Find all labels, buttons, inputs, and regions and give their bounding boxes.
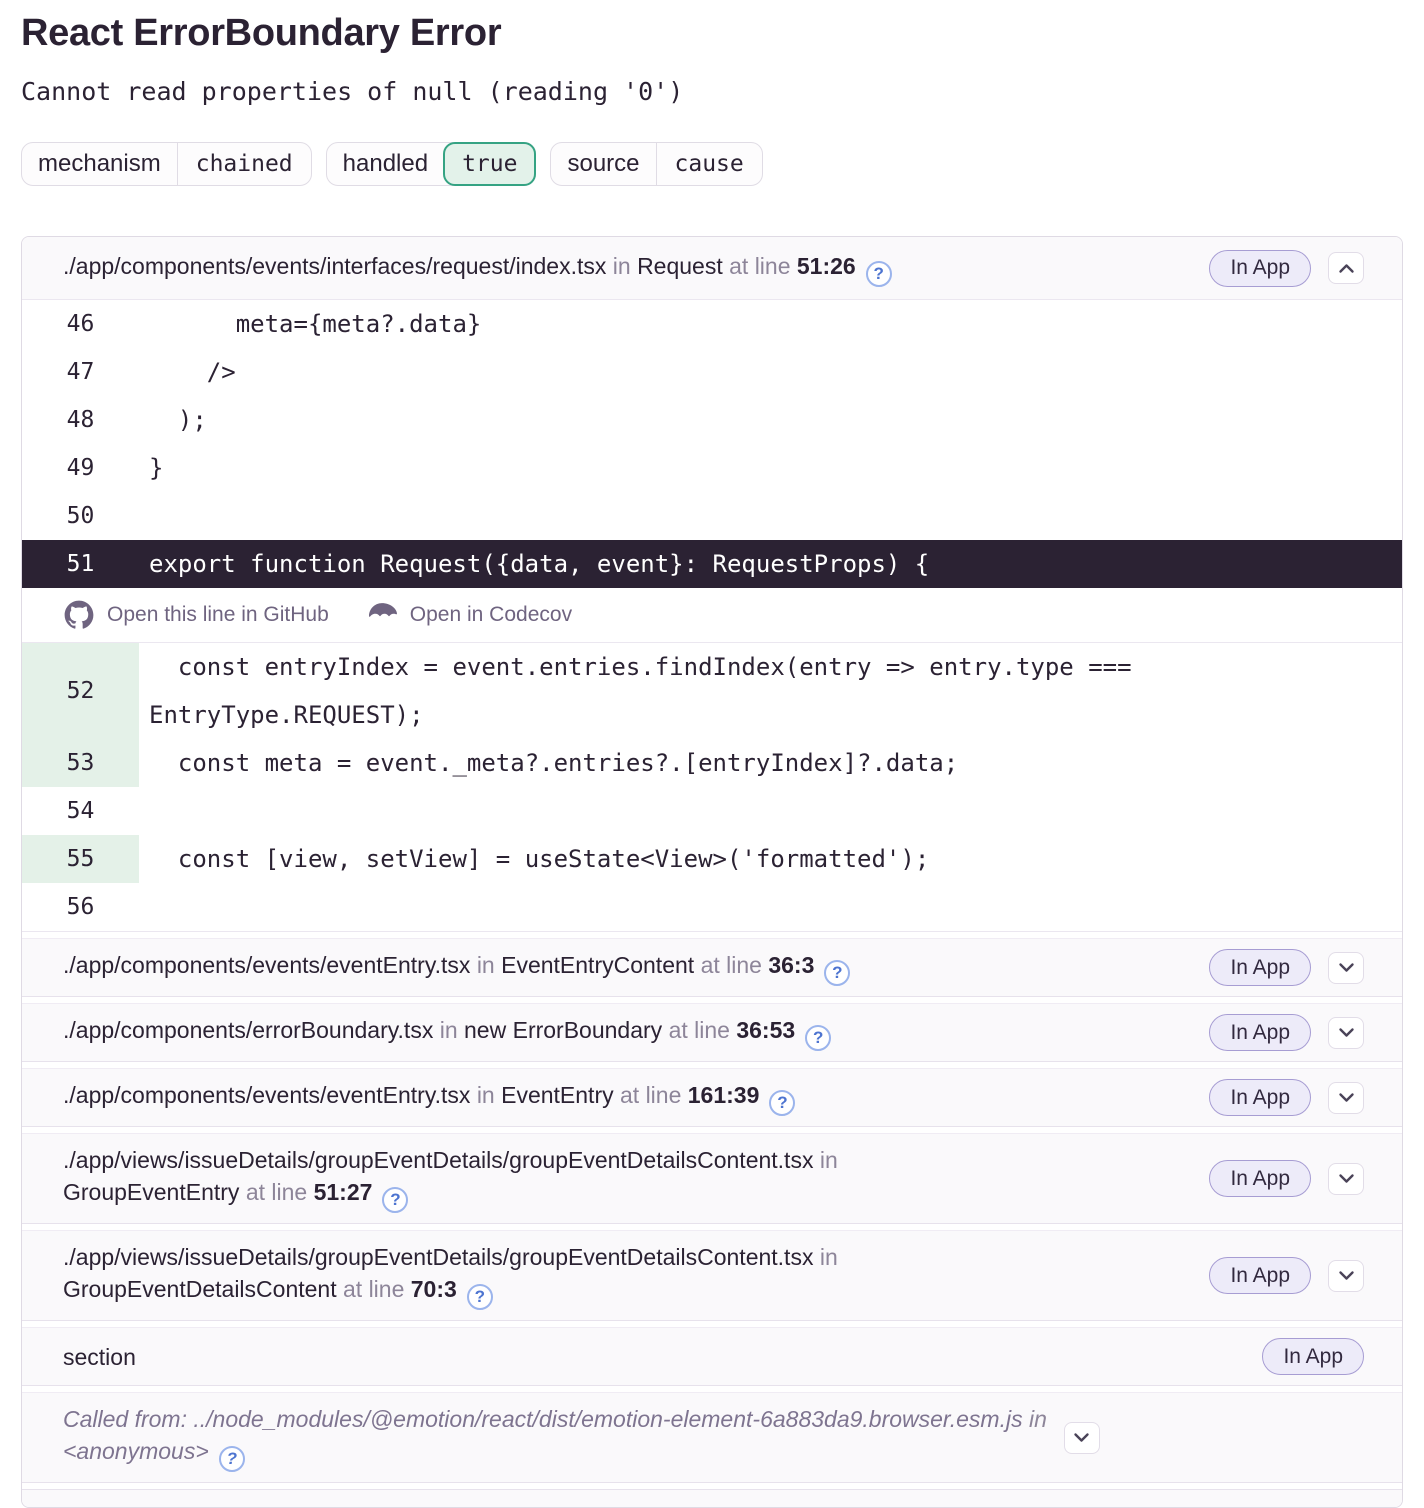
help-icon[interactable]: ? [824,960,850,986]
line-number: 54 [66,798,95,824]
open-in-codecov-link[interactable]: Open in Codecov [367,600,572,630]
frame-line-number: 51:27 [313,1179,373,1205]
in-app-badge[interactable]: In App [1209,250,1311,287]
line-number: 48 [66,407,95,433]
called-from-prefix: Called from: [63,1406,187,1432]
code-context [22,300,1402,932]
tag-list [21,142,1403,186]
code-line: 49 } [22,444,1402,492]
line-number: 46 [66,311,95,337]
frame-function: <anonymous> [63,1438,209,1464]
called-from-path: ../node_modules/@emotion/react/dist/emotion-element-6a883da9.browser.esm.js [193,1406,1023,1432]
frame-function: Request [637,252,723,279]
code-line-highlighted: 55 const [view, setView] = useState<View>('formatted'); [22,835,1402,883]
chevron-down-icon [1073,1432,1090,1443]
stack-frame-section[interactable] [22,1327,1402,1386]
frame-title-line2: GroupEventEntry at line 51:27 ? [63,1176,838,1213]
stack-frame-partial[interactable] [22,1489,1402,1507]
chevron-down-icon [1338,1027,1355,1038]
line-number: 55 [22,835,139,883]
help-icon[interactable]: ? [219,1446,245,1472]
expand-frame-button[interactable] [1328,1260,1364,1292]
chevron-up-icon [1338,263,1355,274]
in-app-badge[interactable]: In App [1209,1160,1311,1197]
frame-title [63,1241,838,1310]
help-icon[interactable]: ? [769,1090,795,1116]
chevron-down-icon [1338,962,1355,973]
frame-title-line1: ./app/views/issueDetails/groupEventDetails/groupEventDetailsContent.tsx in [63,1147,838,1173]
stack-frame[interactable] [22,938,1402,997]
called-from-line2 [63,1435,1047,1472]
chevron-down-icon [1338,1270,1355,1281]
source-link-row [22,588,1402,643]
page-title: React ErrorBoundary Error [21,12,502,54]
tag-value: chained [195,151,293,177]
frame-line-number: 161:39 [687,1082,760,1108]
code-line: 47 /> [22,348,1402,396]
frame-title: ./app/components/errorBoundary.tsx in new ErrorBoundary at line 36:53 ? [63,1014,831,1051]
code-line [22,787,1402,835]
chevron-down-icon [1338,1173,1355,1184]
in-app-badge[interactable]: In App [1262,1338,1364,1375]
frame-title: ./app/components/events/eventEntry.tsx in EventEntryContent at line 36:3 ? [63,949,850,986]
code-line: 46 meta={meta?.data} [22,300,1402,348]
help-icon[interactable]: ? [467,1284,493,1310]
line-number: 56 [66,894,95,920]
expand-frame-button[interactable] [1328,1017,1364,1049]
in-app-badge[interactable]: In App [1209,1014,1311,1051]
in-app-badge[interactable]: In App [1209,1257,1311,1294]
section-label: section [63,1343,136,1370]
frame-function: GroupEventDetailsContent [63,1276,337,1302]
code-line-highlighted: 53 const meta = event._meta?.entries?.[entryIndex]?.data; [22,739,1402,787]
tag-handled [326,142,537,186]
frame-line-number: 51:26 [796,252,856,279]
code-line-highlighted: 52 const entryIndex = event.entries.findIndex(entry => entry.type === EntryType.REQUEST); [22,643,1402,739]
frame-line-number: 36:3 [768,952,815,978]
stack-frame[interactable] [22,1003,1402,1062]
tag-key: mechanism [22,143,178,185]
expand-frame-button[interactable] [1064,1422,1100,1454]
frame-path: ./app/components/events/eventEntry.tsx [63,1082,471,1108]
code-line [22,492,1402,540]
line-number: 50 [66,503,95,529]
collapse-frame-button[interactable] [1328,252,1364,284]
frame-line-number: 36:53 [736,1017,796,1043]
line-number: 51 [66,551,95,577]
expand-frame-button[interactable] [1328,1082,1364,1114]
stack-frame[interactable] [22,1230,1402,1321]
frame-function: GroupEventEntry [63,1179,240,1205]
stack-trace [21,236,1403,1508]
tag-value: cause [674,151,744,177]
line-number: 52 [22,643,139,739]
help-icon[interactable]: ? [866,261,892,287]
code-line: 48 ); [22,396,1402,444]
stack-frame[interactable] [22,1068,1402,1127]
code-line-active: 51 export function Request({data, event}: RequestProps) { [22,540,1402,588]
frame-function: EventEntryContent [501,952,695,978]
frame-path: ./app/components/errorBoundary.tsx [63,1017,434,1043]
expand-frame-button[interactable] [1328,1163,1364,1195]
expand-frame-button[interactable] [1328,952,1364,984]
frame-path: ./app/components/events/interfaces/request/index.tsx [63,252,607,279]
frame-title-line1: ./app/views/issueDetails/groupEventDetails/groupEventDetailsContent.tsx in [63,1244,838,1270]
stack-frame-expanded[interactable] [22,237,1402,300]
frame-path: ./app/views/issueDetails/groupEventDetails/groupEventDetailsContent.tsx [63,1147,814,1173]
in-app-badge[interactable]: In App [1209,949,1311,986]
help-icon[interactable]: ? [382,1187,408,1213]
tag-source [550,142,762,186]
tag-key: source [551,143,656,185]
stack-frame-called-from[interactable] [22,1392,1402,1483]
chevron-down-icon [1338,1092,1355,1103]
frame-title-line2: GroupEventDetailsContent at line 70:3 ? [63,1273,838,1310]
frame-title: ./app/components/events/eventEntry.tsx in EventEntry at line 161:39 ? [63,1079,795,1116]
line-number: 47 [66,359,95,385]
error-message: Cannot read properties of null (reading '0') [21,77,684,106]
tag-value-highlighted: true [443,142,536,186]
code-line [22,883,1402,931]
stack-frame[interactable] [22,1133,1402,1224]
github-icon [64,600,94,630]
tag-key: handled [342,150,429,177]
called-from-text [63,1403,1047,1472]
frame-path: ./app/components/events/eventEntry.tsx [63,952,471,978]
called-from-line1: Called from: ../node_modules/@emotion/react/dist/emotion-element-6a883da9.browser.esm.js in [63,1406,1047,1432]
frame-line-number: 70:3 [410,1276,457,1302]
open-in-github-link[interactable]: Open this line in GitHub [64,600,329,630]
frame-title [63,1144,838,1213]
help-icon[interactable]: ? [805,1025,831,1051]
tag-mechanism [21,142,312,186]
frame-function: EventEntry [501,1082,614,1108]
frame-path: ./app/views/issueDetails/groupEventDetails/groupEventDetailsContent.tsx [63,1244,814,1270]
line-number: 53 [22,739,139,787]
codecov-icon [367,600,397,630]
frame-function: new ErrorBoundary [464,1017,663,1043]
frame-title: ./app/components/events/interfaces/request/index.tsx in Request at line 51:26 ? [63,250,892,287]
in-app-badge[interactable]: In App [1209,1079,1311,1116]
line-number: 49 [66,455,95,481]
